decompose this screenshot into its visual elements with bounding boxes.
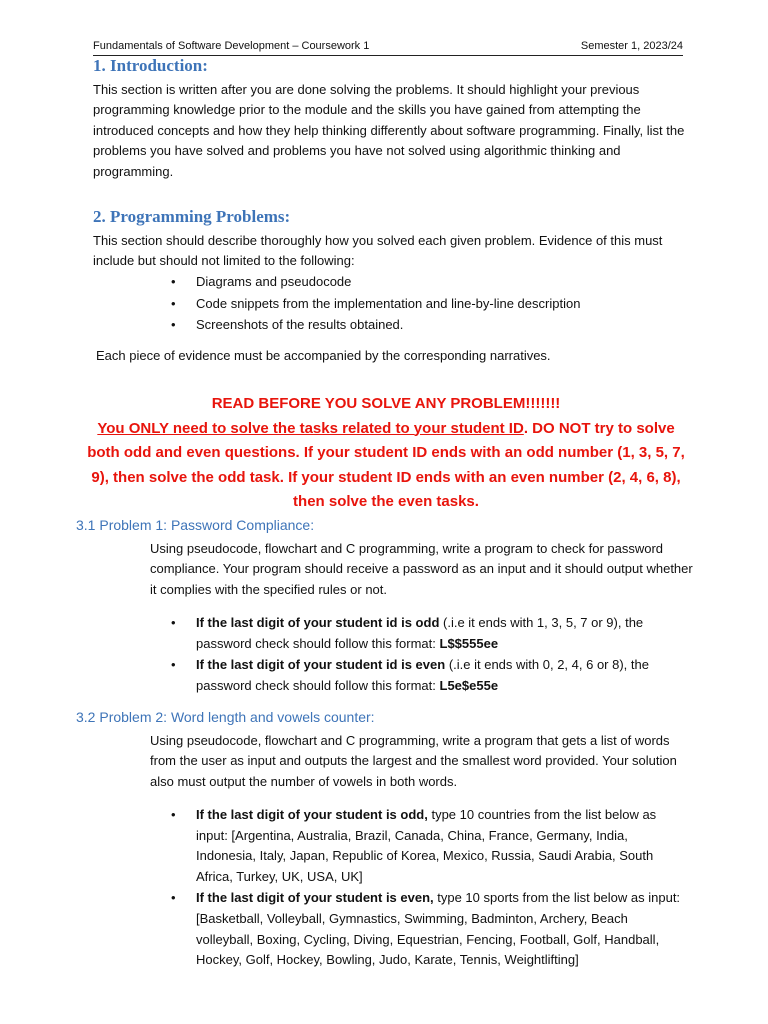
odd-countries-list: type 10 countries from the list below as input: [Argentina, Australia, Brazil, Canada, China, France, Germany, India, Indonesia, Italy, Japan, Republic of Korea, Mexico, Russia, Saudi Arabia, South Africa, Turkey, UK, USA, UK] xyxy=(196,807,657,884)
evidence-list xyxy=(171,271,580,336)
page-header xyxy=(93,39,683,56)
list-item-text: Screenshots of the results obtained. xyxy=(196,317,404,332)
problem-1-heading: 3.1 Problem 1: Password Compliance: xyxy=(76,517,315,533)
bullet-icon: • xyxy=(171,807,176,822)
introduction-heading: 1. Introduction: xyxy=(93,56,208,75)
bullet-icon: • xyxy=(171,317,176,332)
introduction-text: This section is written after you are done solving the problems. It should highlight your previous programming knowledge prior to the module and the skills you have gained from attempting the introduced concepts and how they help thinking differently about software programming. Finally, list the problems you have solved and problems you have not solved using algorithmic thinking and programming. xyxy=(93,82,685,179)
problem-2-rules xyxy=(171,805,686,972)
warning-rest-text: . DO NOT try to solve both odd and even questions. If your student ID ends with an odd number (1, 3, 5, 7, 9), then solve the odd task. If your student ID ends with an even number (2, 4, 6, 8), then solve the even tasks. xyxy=(87,419,685,510)
bullet-icon: • xyxy=(171,615,176,630)
list-item xyxy=(171,613,686,654)
header-course-title: Fundamentals of Software Development – Coursework 1 xyxy=(93,40,370,52)
odd-condition: If the last digit of your student is odd, xyxy=(196,807,428,822)
list-item xyxy=(171,293,580,315)
evidence-note: Each piece of evidence must be accompanied by the corresponding narratives. xyxy=(96,348,551,363)
problem-1-rules xyxy=(171,613,686,697)
bullet-icon: • xyxy=(171,890,176,906)
even-condition: If the last digit of your student id is even xyxy=(196,657,446,673)
list-item-text: Code snippets from the implementation and line-by-line description xyxy=(196,295,581,311)
programming-problems-heading: 2. Programming Problems: xyxy=(93,207,291,226)
even-description: (.i.e it ends with 0, 2, 4, 6 or 8), the password check should follow this format: xyxy=(196,657,649,693)
problem-1-text: Using pseudocode, flowchart and C programming, write a program to check for password compliance. Your program should receive a password as an input and it should output whether it complies with the specified rules or not. xyxy=(150,541,693,597)
even-condition: If the last digit of your student is even, xyxy=(196,890,434,906)
odd-description: (.i.e it ends with 1, 3, 5, 7 or 9), the password check should follow this format: xyxy=(196,615,644,651)
problem-2-text: Using pseudocode, flowchart and C programming, write a program that gets a list of words from the user as input and outputs the largest and the smallest word provided. Your solution also must output the number of vowels in both words. xyxy=(150,733,677,789)
programming-problems-text: This section should describe thoroughly how you solved each given problem. Evidence of this must include but should not limited to the following: xyxy=(93,233,663,269)
warning-underlined-text: You ONLY need to solve the tasks related to your student ID xyxy=(97,419,524,437)
bullet-icon: • xyxy=(171,657,176,673)
problem-2-heading: 3.2 Problem 2: Word length and vowels counter: xyxy=(76,709,375,725)
warning-body xyxy=(80,417,692,515)
list-item-text: Diagrams and pseudocode xyxy=(196,274,352,289)
bullet-icon: • xyxy=(171,274,176,289)
warning-block xyxy=(80,392,692,515)
even-sports-list: type 10 sports from the list below as input: [Basketball, Volleyball, Gymnastics, Swimming, Badminton, Archery, Beach volleyball, Boxing, Cycling, Diving, Equestrian, Fencing, Football, Golf, Handball, Hockey, Golf, Hockey, Bowling, Judo, Karate, Tennis, Weightlifting] xyxy=(196,890,681,968)
header-semester: Semester 1, 2023/24 xyxy=(580,40,683,52)
even-password-format: L5e$e55e xyxy=(439,677,499,693)
odd-password-format: L$$555ee xyxy=(439,635,499,651)
bullet-icon: • xyxy=(171,295,176,311)
odd-condition: If the last digit of your student id is odd xyxy=(196,615,440,630)
list-item xyxy=(171,805,686,887)
list-item xyxy=(171,888,686,970)
list-item xyxy=(171,655,686,696)
list-item xyxy=(171,314,580,336)
warning-title: READ BEFORE YOU SOLVE ANY PROBLEM!!!!!!! xyxy=(211,395,561,412)
list-item xyxy=(171,271,580,293)
